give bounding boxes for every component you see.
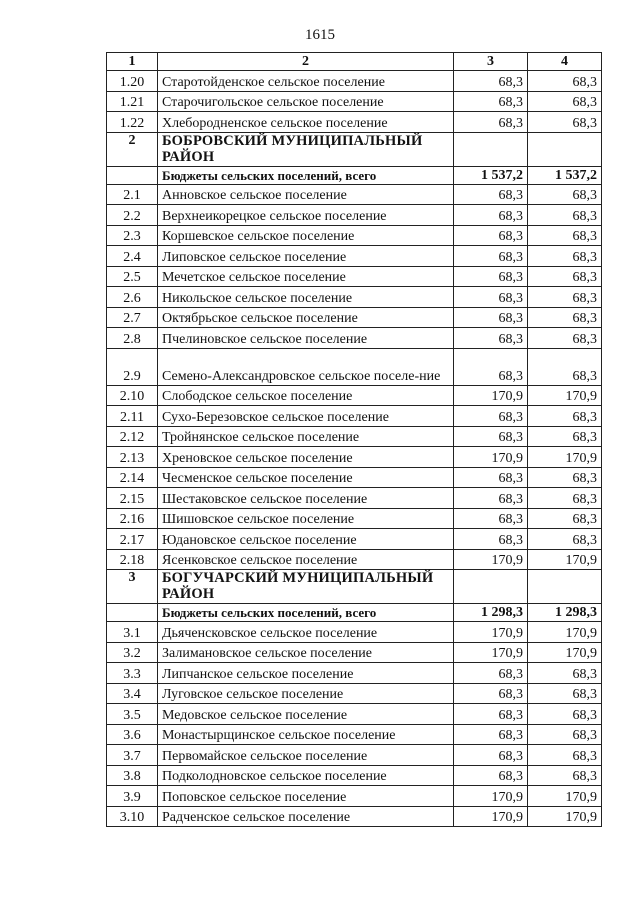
row-value-col4: 68,3	[528, 348, 602, 385]
row-number: 2.9	[107, 348, 158, 385]
row-value-col4: 68,3	[528, 508, 602, 529]
table-row	[107, 663, 602, 684]
row-value-col3: 170,9	[454, 447, 528, 468]
row-value-col4: 68,3	[528, 287, 602, 308]
row-value-col4: 68,3	[528, 704, 602, 725]
row-value-col4: 68,3	[528, 112, 602, 133]
row-value-col3: 68,3	[454, 91, 528, 112]
row-number: 1.21	[107, 91, 158, 112]
row-number: 2.6	[107, 287, 158, 308]
row-number: 3.2	[107, 642, 158, 663]
row-number: 2.17	[107, 529, 158, 550]
row-name: Хлебородненское сельское поселение	[158, 112, 454, 133]
row-value-col3: 68,3	[454, 184, 528, 205]
row-number: 2.15	[107, 488, 158, 509]
table-row	[107, 529, 602, 550]
row-value-col4: 68,3	[528, 246, 602, 267]
row-name: Бюджеты сельских поселений, всего	[158, 604, 454, 622]
row-value-col4: 68,3	[528, 724, 602, 745]
row-number: 3.7	[107, 745, 158, 766]
table-row	[107, 622, 602, 643]
row-name: Хреновское сельское поселение	[158, 447, 454, 468]
table-header-row	[107, 53, 602, 71]
table-row	[107, 225, 602, 246]
row-number: 2.16	[107, 508, 158, 529]
row-name: Первомайское сельское поселение	[158, 745, 454, 766]
table-row	[107, 806, 602, 827]
row-value-col4: 68,3	[528, 225, 602, 246]
row-name: Шестаковское сельское поселение	[158, 488, 454, 509]
row-number: 3.3	[107, 663, 158, 684]
table-row	[107, 549, 602, 570]
row-name: Сухо-Березовское сельское поселение	[158, 406, 454, 427]
row-value-col3: 68,3	[454, 225, 528, 246]
row-value-col3: 68,3	[454, 348, 528, 385]
table-row	[107, 266, 602, 287]
row-name: Монастырщинское сельское поселение	[158, 724, 454, 745]
row-name: Радченское сельское поселение	[158, 806, 454, 827]
row-name: Коршевское сельское поселение	[158, 225, 454, 246]
row-number: 1.20	[107, 71, 158, 92]
row-name: Медовское сельское поселение	[158, 704, 454, 725]
row-name: Дьяченсковское сельское поселение	[158, 622, 454, 643]
page-number: 1615	[305, 27, 335, 43]
row-value-col3: 170,9	[454, 622, 528, 643]
total-row	[107, 166, 602, 184]
row-value-col3: 68,3	[454, 765, 528, 786]
row-value-col3: 68,3	[454, 663, 528, 684]
table-row	[107, 406, 602, 427]
row-number: 3	[107, 570, 158, 604]
row-value-col4: 170,9	[528, 642, 602, 663]
district-row	[107, 132, 602, 166]
row-name: Пчелиновское сельское поселение	[158, 328, 454, 349]
row-value-col3: 170,9	[454, 385, 528, 406]
table-row	[107, 287, 602, 308]
row-name: Слободское сельское поселение	[158, 385, 454, 406]
row-value-col4: 68,3	[528, 529, 602, 550]
table-row	[107, 328, 602, 349]
header-cell-col4: 4	[528, 53, 602, 71]
row-value-col3: 68,3	[454, 287, 528, 308]
row-value-col4: 170,9	[528, 786, 602, 807]
row-value-col3: 68,3	[454, 205, 528, 226]
row-name: Ясенковское сельское поселение	[158, 549, 454, 570]
row-value-col3: 170,9	[454, 806, 528, 827]
row-name: Тройнянское сельское поселение	[158, 426, 454, 447]
row-value-col4: 170,9	[528, 447, 602, 468]
row-value-col3: 68,3	[454, 406, 528, 427]
table-row	[107, 246, 602, 267]
row-value-col4: 170,9	[528, 806, 602, 827]
row-value-col3: 68,3	[454, 71, 528, 92]
total-row	[107, 604, 602, 622]
row-number	[107, 166, 158, 184]
row-value-col4: 68,3	[528, 205, 602, 226]
table-row	[107, 91, 602, 112]
row-number: 2.5	[107, 266, 158, 287]
table-row	[107, 467, 602, 488]
row-value-col3: 68,3	[454, 745, 528, 766]
row-value-col4: 68,3	[528, 307, 602, 328]
row-value-col4: 68,3	[528, 683, 602, 704]
row-value-col3: 170,9	[454, 642, 528, 663]
district-row	[107, 570, 602, 604]
row-value-col4: 68,3	[528, 406, 602, 427]
row-number: 2.10	[107, 385, 158, 406]
row-number: 3.9	[107, 786, 158, 807]
table-row	[107, 71, 602, 92]
row-name: Липчанское сельское поселение	[158, 663, 454, 684]
row-value-col4: 68,3	[528, 328, 602, 349]
row-number: 3.4	[107, 683, 158, 704]
row-value-col3: 170,9	[454, 549, 528, 570]
row-number: 2.14	[107, 467, 158, 488]
row-value-col4: 170,9	[528, 622, 602, 643]
row-number: 2.3	[107, 225, 158, 246]
table-row	[107, 683, 602, 704]
row-value-col4: 68,3	[528, 266, 602, 287]
row-name: Октябрьское сельское поселение	[158, 307, 454, 328]
row-name: Липовское сельское поселение	[158, 246, 454, 267]
row-number: 3.6	[107, 724, 158, 745]
row-value-col3	[454, 570, 528, 604]
row-value-col3: 68,3	[454, 426, 528, 447]
header-cell-num: 1	[107, 53, 158, 71]
table-row	[107, 184, 602, 205]
header-cell-name: 2	[158, 53, 454, 71]
row-value-col3: 1 537,2	[454, 166, 528, 184]
row-name: Бюджеты сельских поселений, всего	[158, 166, 454, 184]
row-value-col4: 68,3	[528, 71, 602, 92]
row-number: 2.7	[107, 307, 158, 328]
row-number: 3.8	[107, 765, 158, 786]
row-value-col4: 68,3	[528, 467, 602, 488]
table-row	[107, 447, 602, 468]
row-value-col4: 68,3	[528, 488, 602, 509]
table-row	[107, 642, 602, 663]
row-value-col3: 68,3	[454, 704, 528, 725]
row-value-col3: 68,3	[454, 683, 528, 704]
table-row	[107, 348, 602, 385]
table-row	[107, 205, 602, 226]
row-number: 1.22	[107, 112, 158, 133]
row-name: Семено-Александровское сельское поселе-ние	[158, 348, 454, 385]
row-value-col4: 68,3	[528, 91, 602, 112]
row-value-col3: 68,3	[454, 328, 528, 349]
row-value-col4	[528, 132, 602, 166]
row-name: Юдановское сельское поселение	[158, 529, 454, 550]
row-name: Поповское сельское поселение	[158, 786, 454, 807]
row-number: 2.13	[107, 447, 158, 468]
table-row	[107, 385, 602, 406]
row-value-col3: 68,3	[454, 724, 528, 745]
row-number: 2.8	[107, 328, 158, 349]
table-row	[107, 426, 602, 447]
table-row	[107, 786, 602, 807]
row-value-col3: 68,3	[454, 112, 528, 133]
row-value-col4: 68,3	[528, 765, 602, 786]
table-row	[107, 704, 602, 725]
row-number: 2.1	[107, 184, 158, 205]
row-number: 2.11	[107, 406, 158, 427]
row-name: Старотойденское сельское поселение	[158, 71, 454, 92]
row-value-col3	[454, 132, 528, 166]
row-name: Старочигольское сельское поселение	[158, 91, 454, 112]
row-number	[107, 604, 158, 622]
row-name: Луговское сельское поселение	[158, 683, 454, 704]
budget-table	[106, 52, 602, 827]
row-value-col4: 170,9	[528, 549, 602, 570]
row-number: 2	[107, 132, 158, 166]
row-value-col3: 68,3	[454, 467, 528, 488]
table-row	[107, 307, 602, 328]
row-name: Никольское сельское поселение	[158, 287, 454, 308]
row-value-col3: 68,3	[454, 508, 528, 529]
row-number: 2.2	[107, 205, 158, 226]
header-cell-col3: 3	[454, 53, 528, 71]
row-value-col4: 1 298,3	[528, 604, 602, 622]
row-value-col3: 68,3	[454, 307, 528, 328]
row-name: Подколодновское сельское поселение	[158, 765, 454, 786]
row-name: Чесменское сельское поселение	[158, 467, 454, 488]
row-value-col3: 170,9	[454, 786, 528, 807]
table-row	[107, 745, 602, 766]
row-value-col4: 68,3	[528, 745, 602, 766]
row-value-col3: 1 298,3	[454, 604, 528, 622]
row-value-col4: 68,3	[528, 184, 602, 205]
row-value-col4: 170,9	[528, 385, 602, 406]
row-name: БОГУЧАРСКИЙ МУНИЦИПАЛЬНЫЙ РАЙОН	[158, 570, 454, 604]
row-name: Залимановское сельское поселение	[158, 642, 454, 663]
row-value-col3: 68,3	[454, 246, 528, 267]
row-value-col3: 68,3	[454, 488, 528, 509]
row-name: Мечетское сельское поселение	[158, 266, 454, 287]
table-row	[107, 508, 602, 529]
table-row	[107, 765, 602, 786]
row-number: 2.12	[107, 426, 158, 447]
budget-table-body	[107, 53, 602, 827]
row-number: 3.5	[107, 704, 158, 725]
table-row	[107, 724, 602, 745]
row-number: 3.1	[107, 622, 158, 643]
row-name: Верхнеикорецкое сельское поселение	[158, 205, 454, 226]
row-value-col4	[528, 570, 602, 604]
row-value-col3: 68,3	[454, 266, 528, 287]
row-value-col4: 68,3	[528, 426, 602, 447]
row-value-col3: 68,3	[454, 529, 528, 550]
row-value-col4: 68,3	[528, 663, 602, 684]
row-name: БОБРОВСКИЙ МУНИЦИПАЛЬНЫЙ РАЙОН	[158, 132, 454, 166]
table-row	[107, 112, 602, 133]
row-number: 3.10	[107, 806, 158, 827]
row-name: Анновское сельское поселение	[158, 184, 454, 205]
row-number: 2.4	[107, 246, 158, 267]
row-value-col4: 1 537,2	[528, 166, 602, 184]
row-name: Шишовское сельское поселение	[158, 508, 454, 529]
table-row	[107, 488, 602, 509]
row-number: 2.18	[107, 549, 158, 570]
